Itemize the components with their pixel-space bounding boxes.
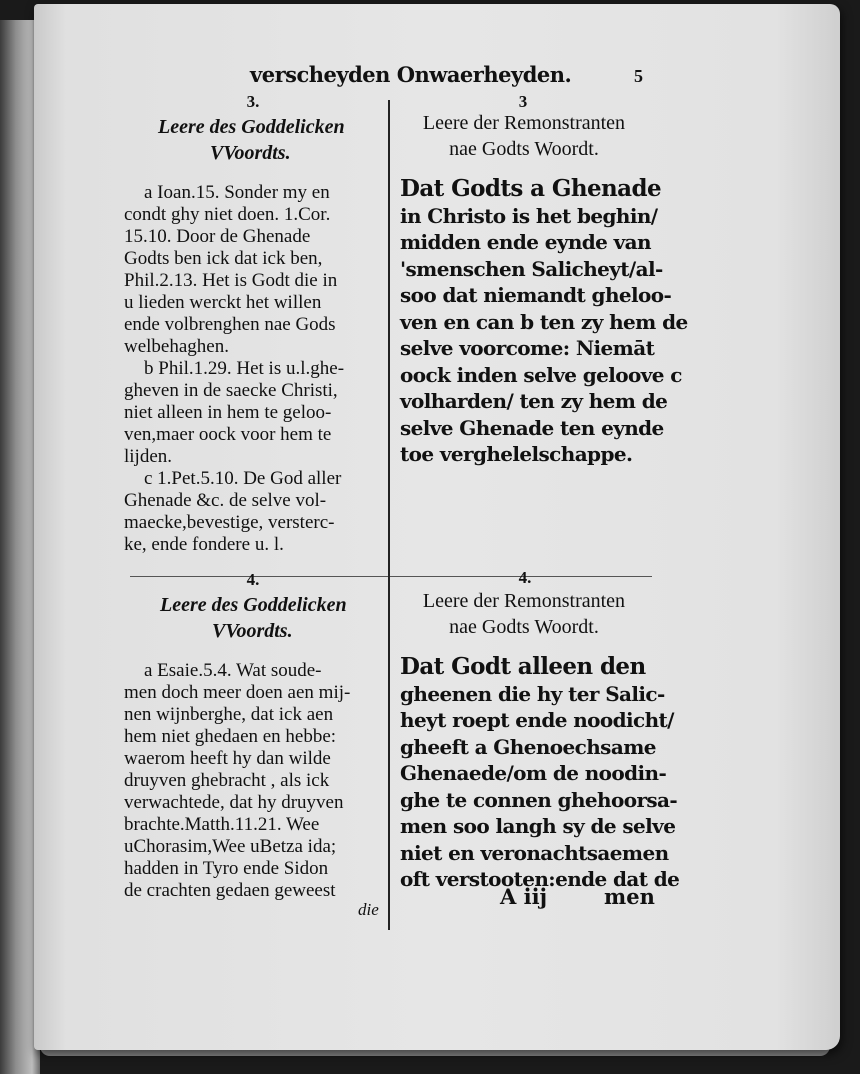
section-number-left: 4. [246,570,260,589]
catchword-right: men [604,884,655,909]
page-number: 5 [634,66,643,86]
heading-line: Leere der Remonstranten [422,590,626,612]
column-divider [388,100,390,930]
text-line: men doch meer doen aen mij- [124,682,351,703]
text-line: u lieden werckt het willen [124,292,322,313]
heading-line: nae Godts Woordt. [449,138,599,160]
text-line: maecke,bevestige, versterc- [124,512,335,533]
text-line: verwachtede, dat hy druyven [124,792,344,813]
running-head: verscheyden Onwaerheyden. [250,62,572,87]
text-line: uChorasim,Wee uBetza ida; [124,836,337,857]
text-line: nen wijnberghe, dat ick aen [124,704,334,725]
left-heading [158,114,345,166]
text-line: niet alleen in hem te geloo- [124,402,332,423]
text-line: gheven in de saecke Christi, [124,380,338,401]
text-line: lijden. [124,446,173,467]
text-line: a Esaie.5.4. Wat soude- [144,660,322,681]
text-line: waerom heeft hy dan wilde [124,748,331,769]
heading-line: Leere des Goddelicken [158,116,345,138]
text-line: druyven ghebracht , als ick [124,770,330,791]
text-line: hem niet ghedaen en hebbe: [124,726,337,747]
text-line: condt ghy niet doen. 1.Cor. [124,204,331,225]
text-line: volharden/ ten zy hem de [400,389,668,413]
scripture-text [124,660,384,902]
text-line: welbehaghen. [124,336,229,357]
text-line: selve Ghenade ten eynde [400,415,664,440]
text-line: soo dat niemandt gheloo- [400,283,672,307]
text-line: 'smenschen Salicheyt/al- [400,256,663,281]
text-line: oft verstooten:ende dat de [400,867,680,891]
text-line: men soo langh sy de selve [400,814,676,838]
text-line: Dat Godts a Ghenade [400,175,661,202]
text-line: selve voorcome: Niemāt [400,336,655,360]
text-line: Dat Godt alleen den [400,653,646,680]
text-line: ghe te connen ghehoorsa- [400,787,678,812]
scripture-text [124,182,384,556]
signature-mark: A iij [500,884,548,909]
text-line: a Ioan.15. Sonder my en [144,182,330,203]
remonstrant-text [400,175,688,468]
text-line: ke, ende fondere u. l. [124,534,284,555]
section-number-right: 4. [518,568,532,587]
text-line: heyt roept ende noodicht/ [400,708,674,732]
text-line: Ghenaede/om de noodin- [400,761,667,785]
section-number-right: 3 [518,92,528,111]
right-heading [392,588,656,640]
text-line: ende volbrenghen nae Gods [124,314,336,335]
heading-line: VVoordts. [210,142,291,164]
text-line: oock inden selve geloove c [400,362,682,387]
heading-line: nae Godts Woordt. [449,616,599,638]
text-line: in Christo is het beghin/ [400,203,658,228]
text-line: toe verghelelschappe. [400,442,633,466]
left-heading [160,592,347,644]
text-line: gheenen die hy ter Salic- [400,681,665,706]
heading-line: VVoordts. [212,620,293,642]
heading-line: Leere des Goddelicken [160,594,347,616]
text-line: ven,maer oock voor hem te [124,424,332,445]
remonstrant-text [400,653,680,893]
text-line: ven en can b ten zy hem de [400,309,688,334]
text-line: midden ende eynde van [400,230,651,254]
text-line: hadden in Tyro ende Sidon [124,858,329,879]
right-heading [392,110,656,162]
heading-line: Leere der Remonstranten [422,112,626,134]
text-line: c 1.Pet.5.10. De God aller [144,468,342,489]
text-line: brachte.Matth.11.21. Wee [124,814,320,835]
text-line: Phil.2.13. Het is Godt die in [124,270,338,291]
text-line: niet en veronachtsaemen [400,840,669,865]
section-number-left: 3. [246,92,260,111]
text-line: gheeft a Ghenoechsame [400,734,656,759]
text-line: 15.10. Door de Ghenade [124,226,311,247]
catchword-left: die [358,900,379,919]
text-line: Godts ben ick dat ick ben, [124,248,323,269]
text-line: Ghenade &c. de selve vol- [124,490,327,511]
text-line: de crachten gedaen geweest [124,880,336,901]
text-line: b Phil.1.29. Het is u.l.ghe- [144,358,345,379]
